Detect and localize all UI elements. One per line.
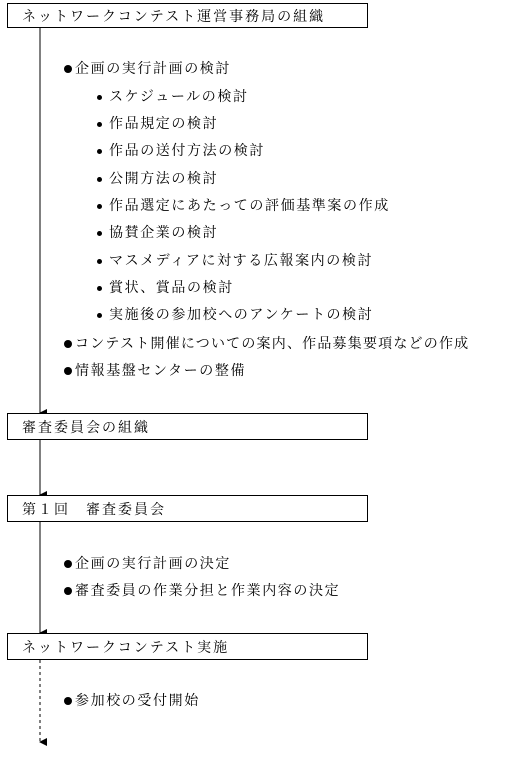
step-box-office <box>7 3 368 28</box>
subtask-item: マスメディアに対する広報案内の検討 <box>97 252 373 270</box>
small-bullet-icon <box>97 177 102 182</box>
small-bullet-icon <box>97 313 102 318</box>
subtask-item: 公開方法の検討 <box>97 170 218 188</box>
step-box-committee <box>7 413 368 440</box>
subtask-item: 賞状、賞品の検討 <box>97 279 234 297</box>
task-info-center: 情報基盤センターの整備 <box>64 362 246 380</box>
step-box-contest <box>7 633 368 660</box>
subtask-item: 作品規定の検討 <box>97 115 218 133</box>
task-registration-start: 参加校の受付開始 <box>64 692 200 710</box>
subtask-item: 実施後の参加校へのアンケートの検討 <box>97 306 373 324</box>
small-bullet-icon <box>97 122 102 127</box>
task-work-assignment: 審査委員の作業分担と作業内容の決定 <box>64 582 340 600</box>
bullet-icon <box>64 65 72 73</box>
bullet-icon <box>64 560 72 568</box>
step-label-committee: 審査委員会の組織 <box>22 419 150 436</box>
subtask-item: 作品選定にあたっての評価基準案の作成 <box>97 197 390 215</box>
step-label-first-meeting: 第１回 審査委員会 <box>22 501 166 518</box>
small-bullet-icon <box>97 204 102 209</box>
subtask-item: 作品の送付方法の検討 <box>97 142 265 160</box>
step-box-first-meeting <box>7 495 368 522</box>
task-plan-decision: 企画の実行計画の決定 <box>64 555 231 573</box>
bullet-icon <box>64 367 72 375</box>
small-bullet-icon <box>97 149 102 154</box>
small-bullet-icon <box>97 259 102 264</box>
bullet-icon <box>64 587 72 595</box>
step-label-office: ネットワークコンテスト運営事務局の組織 <box>22 8 326 25</box>
task-plan-review: 企画の実行計画の検討 <box>64 60 231 78</box>
small-bullet-icon <box>97 286 102 291</box>
subtask-item: 協賛企業の検討 <box>97 224 218 242</box>
small-bullet-icon <box>97 231 102 236</box>
bullet-icon <box>64 340 72 348</box>
subtask-item: スケジュールの検討 <box>97 88 249 106</box>
small-bullet-icon <box>97 95 102 100</box>
step-label-contest: ネットワークコンテスト実施 <box>22 639 230 656</box>
bullet-icon <box>64 697 72 705</box>
task-contest-guide: コンテスト開催についての案内、作品募集要項などの作成 <box>64 335 469 353</box>
